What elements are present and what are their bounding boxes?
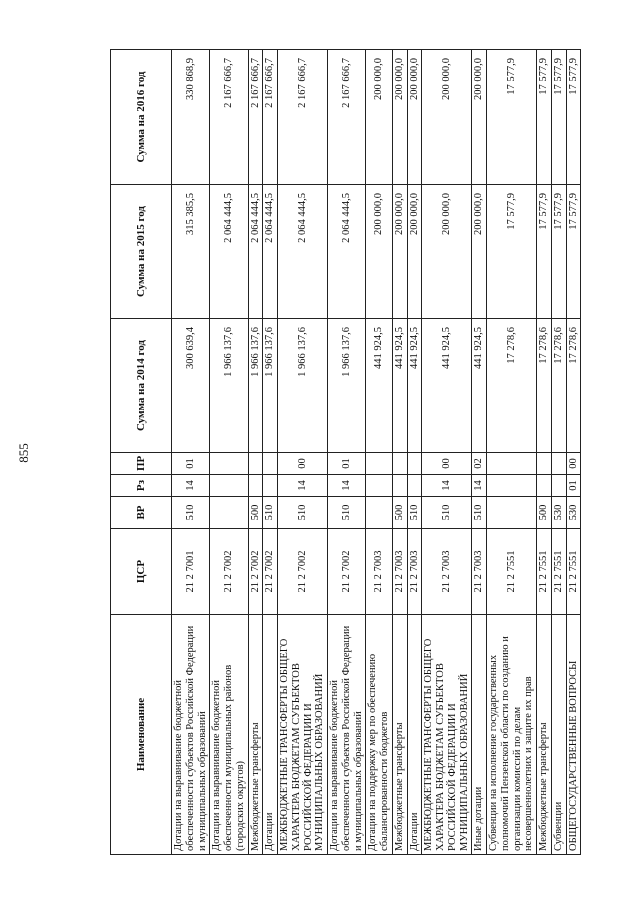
row-csr: 21 2 7002 bbox=[328, 529, 366, 615]
row-pr: 02 bbox=[472, 453, 487, 475]
row-csr: 21 2 7551 bbox=[487, 529, 537, 615]
row-csr: 21 2 7002 bbox=[248, 529, 263, 615]
header-sum-2015: Сумма на 2015 год bbox=[111, 185, 172, 319]
row-sum-2015: 200 000,0 bbox=[407, 185, 422, 319]
row-vr: 510 bbox=[422, 497, 472, 529]
row-sum-2016: 2 167 666,7 bbox=[248, 50, 263, 185]
row-sum-2016: 2 167 666,7 bbox=[263, 50, 278, 185]
row-name: Субвенции bbox=[551, 615, 566, 855]
row-sum-2016: 200 000,0 bbox=[472, 50, 487, 185]
table-row bbox=[392, 50, 407, 855]
table-row bbox=[537, 50, 552, 855]
header-csr: ЦСР bbox=[111, 529, 172, 615]
row-pr: 00 bbox=[278, 453, 328, 475]
row-sum-2014: 441 924,5 bbox=[422, 319, 472, 453]
row-sum-2016: 330 868,9 bbox=[172, 50, 210, 185]
row-sum-2014: 1 966 137,6 bbox=[278, 319, 328, 453]
table-row bbox=[248, 50, 263, 855]
header-sum-2014: Сумма на 2014 год bbox=[111, 319, 172, 453]
table-row bbox=[278, 50, 328, 855]
row-name: Межбюджетные трансферты bbox=[248, 615, 263, 855]
row-sum-2014: 1 966 137,6 bbox=[210, 319, 248, 453]
row-vr bbox=[366, 497, 393, 529]
row-sum-2016: 17 577,9 bbox=[487, 50, 537, 185]
row-sum-2014: 17 278,6 bbox=[537, 319, 552, 453]
row-rz bbox=[392, 475, 407, 497]
row-name: Дотации на поддержку мер по обеспечению сбалансированности бюджетов bbox=[366, 615, 393, 855]
row-vr bbox=[210, 497, 248, 529]
row-vr: 510 bbox=[472, 497, 487, 529]
row-pr bbox=[392, 453, 407, 475]
table-row bbox=[566, 50, 581, 855]
row-sum-2015: 17 577,9 bbox=[487, 185, 537, 319]
row-sum-2016: 17 577,9 bbox=[566, 50, 581, 185]
table-row bbox=[210, 50, 248, 855]
row-vr: 530 bbox=[551, 497, 566, 529]
row-name: МЕЖБЮДЖЕТНЫЕ ТРАНСФЕРТЫ ОБЩЕГО ХАРАКТЕРА БЮДЖЕТАМ СУБЪЕКТОВ РОССИЙСКОЙ ФЕДЕРАЦИИ И МУНИЦИПАЛЬНЫХ ОБРАЗОВАНИЙ bbox=[422, 615, 472, 855]
row-rz bbox=[551, 475, 566, 497]
row-name: Дотации bbox=[407, 615, 422, 855]
row-sum-2014: 17 278,6 bbox=[566, 319, 581, 453]
row-sum-2014: 1 966 137,6 bbox=[248, 319, 263, 453]
row-pr: 01 bbox=[328, 453, 366, 475]
table-header-row bbox=[111, 50, 172, 855]
table-row bbox=[172, 50, 210, 855]
row-rz: 14 bbox=[422, 475, 472, 497]
row-sum-2014: 441 924,5 bbox=[407, 319, 422, 453]
row-sum-2015: 2 064 444,5 bbox=[263, 185, 278, 319]
row-pr bbox=[366, 453, 393, 475]
table-row bbox=[487, 50, 537, 855]
row-sum-2015: 2 064 444,5 bbox=[210, 185, 248, 319]
row-pr bbox=[210, 453, 248, 475]
row-name: ОБЩЕГОСУДАРСТВЕННЫЕ ВОПРОСЫ bbox=[566, 615, 581, 855]
row-sum-2015: 2 064 444,5 bbox=[328, 185, 366, 319]
table-row bbox=[472, 50, 487, 855]
row-sum-2015: 200 000,0 bbox=[472, 185, 487, 319]
header-vr: ВР bbox=[111, 497, 172, 529]
row-pr bbox=[263, 453, 278, 475]
row-rz: 14 bbox=[472, 475, 487, 497]
row-csr: 21 2 7551 bbox=[551, 529, 566, 615]
row-sum-2015: 200 000,0 bbox=[366, 185, 393, 319]
table-row bbox=[551, 50, 566, 855]
table-row bbox=[422, 50, 472, 855]
row-rz bbox=[263, 475, 278, 497]
row-sum-2015: 315 385,5 bbox=[172, 185, 210, 319]
row-csr: 21 2 7002 bbox=[278, 529, 328, 615]
row-rz bbox=[407, 475, 422, 497]
row-sum-2015: 17 577,9 bbox=[537, 185, 552, 319]
row-sum-2015: 200 000,0 bbox=[422, 185, 472, 319]
row-rz: 14 bbox=[278, 475, 328, 497]
row-rz: 01 bbox=[566, 475, 581, 497]
row-name: МЕЖБЮДЖЕТНЫЕ ТРАНСФЕРТЫ ОБЩЕГО ХАРАКТЕРА БЮДЖЕТАМ СУБЪЕКТОВ РОССИЙСКОЙ ФЕДЕРАЦИИ И МУНИЦИПАЛЬНЫХ ОБРАЗОВАНИЙ bbox=[278, 615, 328, 855]
row-name: Дотации bbox=[263, 615, 278, 855]
budget-table bbox=[110, 49, 581, 855]
row-sum-2015: 17 577,9 bbox=[566, 185, 581, 319]
row-csr: 21 2 7003 bbox=[472, 529, 487, 615]
row-csr: 21 2 7001 bbox=[172, 529, 210, 615]
header-rz: Рз bbox=[111, 475, 172, 497]
row-sum-2015: 2 064 444,5 bbox=[248, 185, 263, 319]
table-row bbox=[366, 50, 393, 855]
row-csr: 21 2 7002 bbox=[210, 529, 248, 615]
row-pr bbox=[487, 453, 537, 475]
row-name: Дотации на выравнивание бюджетной обеспеченности муниципальных районов (городских округов) bbox=[210, 615, 248, 855]
row-sum-2016: 17 577,9 bbox=[551, 50, 566, 185]
row-sum-2016: 200 000,0 bbox=[422, 50, 472, 185]
table-row bbox=[263, 50, 278, 855]
row-pr: 01 bbox=[172, 453, 210, 475]
row-sum-2016: 2 167 666,7 bbox=[328, 50, 366, 185]
row-sum-2015: 17 577,9 bbox=[551, 185, 566, 319]
row-sum-2015: 200 000,0 bbox=[392, 185, 407, 319]
row-vr: 510 bbox=[407, 497, 422, 529]
row-vr: 500 bbox=[537, 497, 552, 529]
row-name: Иные дотации bbox=[472, 615, 487, 855]
row-sum-2016: 200 000,0 bbox=[366, 50, 393, 185]
row-rz bbox=[537, 475, 552, 497]
row-sum-2016: 2 167 666,7 bbox=[278, 50, 328, 185]
row-rz: 14 bbox=[328, 475, 366, 497]
row-csr: 21 2 7003 bbox=[366, 529, 393, 615]
row-vr: 510 bbox=[328, 497, 366, 529]
header-name: Наименование bbox=[111, 615, 172, 855]
row-sum-2016: 2 167 666,7 bbox=[210, 50, 248, 185]
row-csr: 21 2 7551 bbox=[537, 529, 552, 615]
row-name: Дотации на выравнивание бюджетной обеспеченности субъектов Российской Федерации и муниципальных образований bbox=[328, 615, 366, 855]
row-sum-2014: 1 966 137,6 bbox=[328, 319, 366, 453]
row-csr: 21 2 7003 bbox=[407, 529, 422, 615]
row-csr: 21 2 7002 bbox=[263, 529, 278, 615]
row-sum-2014: 1 966 137,6 bbox=[263, 319, 278, 453]
header-pr: ПР bbox=[111, 453, 172, 475]
row-vr bbox=[487, 497, 537, 529]
row-rz bbox=[366, 475, 393, 497]
row-sum-2015: 2 064 444,5 bbox=[278, 185, 328, 319]
row-vr: 510 bbox=[263, 497, 278, 529]
row-rz: 14 bbox=[172, 475, 210, 497]
header-sum-2016: Сумма на 2016 год bbox=[111, 50, 172, 185]
row-rz bbox=[487, 475, 537, 497]
row-pr bbox=[551, 453, 566, 475]
row-sum-2016: 17 577,9 bbox=[537, 50, 552, 185]
row-csr: 21 2 7551 bbox=[566, 529, 581, 615]
row-pr: 00 bbox=[566, 453, 581, 475]
row-rz bbox=[210, 475, 248, 497]
page-number: 855 bbox=[16, 443, 31, 463]
row-sum-2014: 300 639,4 bbox=[172, 319, 210, 453]
row-sum-2014: 17 278,6 bbox=[487, 319, 537, 453]
row-name: Дотации на выравнивание бюджетной обеспеченности субъектов Российской Федерации и муниципальных образований bbox=[172, 615, 210, 855]
row-pr: 00 bbox=[422, 453, 472, 475]
row-sum-2014: 441 924,5 bbox=[472, 319, 487, 453]
row-vr: 510 bbox=[278, 497, 328, 529]
row-vr: 500 bbox=[248, 497, 263, 529]
row-sum-2016: 200 000,0 bbox=[407, 50, 422, 185]
budget-table-container bbox=[110, 50, 581, 855]
row-sum-2014: 441 924,5 bbox=[366, 319, 393, 453]
row-csr: 21 2 7003 bbox=[422, 529, 472, 615]
row-sum-2014: 17 278,6 bbox=[551, 319, 566, 453]
row-sum-2014: 441 924,5 bbox=[392, 319, 407, 453]
row-pr bbox=[407, 453, 422, 475]
row-name: Межбюджетные трансферты bbox=[537, 615, 552, 855]
table-row bbox=[328, 50, 366, 855]
row-vr: 510 bbox=[172, 497, 210, 529]
row-vr: 530 bbox=[566, 497, 581, 529]
row-sum-2016: 200 000,0 bbox=[392, 50, 407, 185]
row-name: Межбюджетные трансферты bbox=[392, 615, 407, 855]
row-pr bbox=[248, 453, 263, 475]
table-row bbox=[407, 50, 422, 855]
row-vr: 500 bbox=[392, 497, 407, 529]
row-name: Субвенции на исполнение государственных полномочий Пензенской области по созданию и организации комиссий по делам несовершеннолетних и защите их прав bbox=[487, 615, 537, 855]
row-csr: 21 2 7003 bbox=[392, 529, 407, 615]
row-pr bbox=[537, 453, 552, 475]
row-rz bbox=[248, 475, 263, 497]
